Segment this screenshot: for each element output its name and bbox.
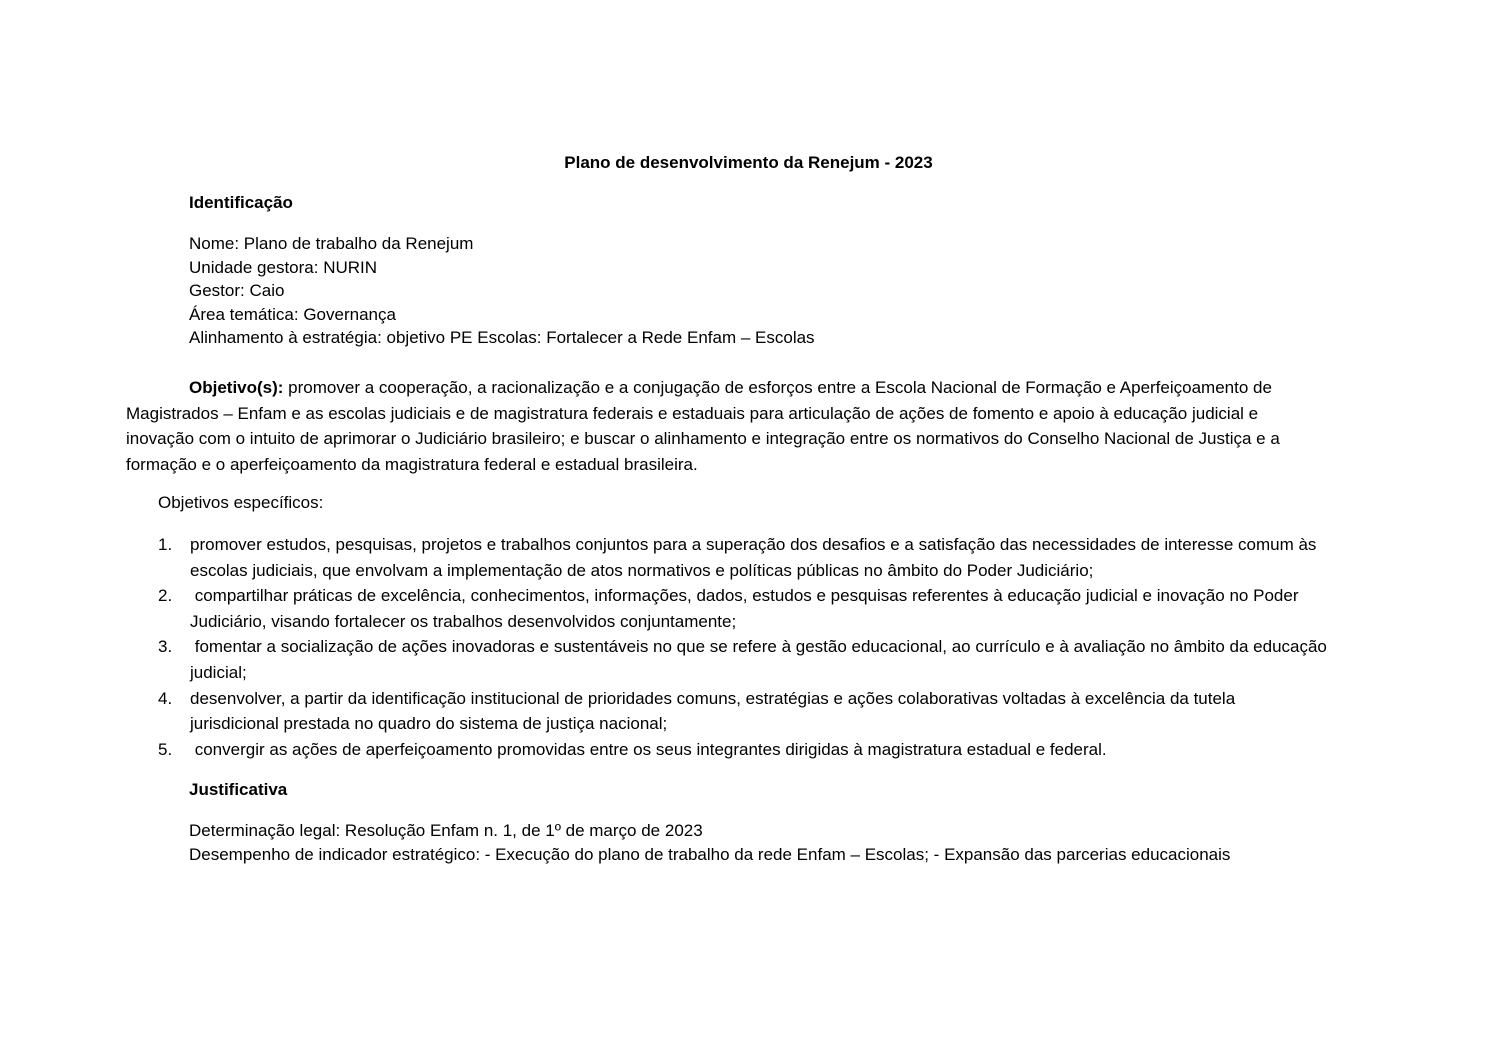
list-item (158, 686, 1388, 737)
list-item (158, 737, 1388, 763)
list-item-number: 4. (158, 688, 173, 708)
list-item-line: convergir as ações de aperfeiçoamento promovidas entre os seus integrantes dirigidas à magistratura estadual e federal. (190, 739, 1107, 759)
list-item (158, 532, 1388, 583)
list-item-number: 3. (158, 637, 173, 657)
list-item-line: promover estudos, pesquisas, projetos e trabalhos conjuntos para a superação dos desafios e a satisfação das necessidades de interesse comum às (190, 535, 1317, 554)
objetivos-line-2: Magistrados – Enfam e as escolas judiciais e de magistratura federais e estaduais para articulação de ações de fomento e apoio à educação judicial e (126, 403, 1259, 423)
document-title: Plano de desenvolvimento da Renejum - 2023 (564, 153, 933, 172)
justificativa-heading: Justificativa (189, 780, 288, 799)
list-item-line: compartilhar práticas de excelência, conhecimentos, informações, dados, estudos e pesquisas referentes à educação judicial e inovação no Poder (190, 586, 1299, 606)
list-item-line: Judiciário, visando fortalecer os trabalhos desenvolvidos conjuntamente; (190, 611, 737, 631)
identificacao-block (189, 232, 815, 350)
justificativa-line-desempenho: Desempenho de indicador estratégico: - Execução do plano de trabalho da rede Enfam – Escolas; - Expansão das parcerias educacionais (189, 844, 1231, 864)
list-item-line: judicial; (190, 662, 247, 682)
identificacao-line-unidade: Unidade gestora: NURIN (189, 257, 378, 277)
justificativa-block (189, 819, 1230, 866)
list-item-line: fomentar a socialização de ações inovadoras e sustentáveis no que se refere à gestão educacional, ao currículo e à avaliação no âmbito da educação (190, 637, 1327, 657)
list-item-line: desenvolver, a partir da identificação institucional de prioridades comuns, estratégias e ações colaborativas voltadas à excelência da tutela (190, 688, 1236, 708)
especificos-heading: Objetivos específicos: (158, 493, 324, 512)
list-item-line: escolas judiciais, que envolvam a implementação de atos normativos e políticas públicas no âmbito do Poder Judiciário; (190, 560, 1094, 580)
objetivos-line-1 (126, 375, 1376, 401)
identificacao-line-gestor: Gestor: Caio (189, 281, 285, 301)
identificacao-line-alinhamento: Alinhamento à estratégia: objetivo PE Escolas: Fortalecer a Rede Enfam – Escolas (189, 328, 815, 348)
objetivos-label: Objetivo(s): (189, 378, 284, 397)
list-item-number: 2. (158, 586, 173, 606)
objetivos-text-1: promover a cooperação, a racionalização e a conjugação de esforços entre a Escola Nacional de Formação e Aperfeiçoamento de (283, 378, 1272, 397)
list-item-number: 1. (158, 535, 173, 554)
objetivos-paragraph (126, 375, 1376, 478)
identificacao-line-nome: Nome: Plano de trabalho da Renejum (189, 234, 474, 253)
list-item-number: 5. (158, 739, 173, 759)
list-item (158, 634, 1388, 685)
identificacao-line-area: Área temática: Governança (189, 304, 396, 324)
objetivos-line-4: formação e o aperfeiçoamento da magistratura federal e estadual brasileira. (126, 455, 698, 475)
identificacao-heading: Identificação (189, 193, 293, 212)
objetivos-line-3: inovação com o intuito de aprimorar o Judiciário brasileiro; e buscar o alinhamento e integração entre os normativos do Conselho Nacional de Justiça e a (126, 429, 1280, 449)
list-item-line: jurisdicional prestada no quadro do sistema de justiça nacional; (190, 714, 668, 734)
especificos-list (158, 532, 1388, 762)
list-item (158, 583, 1388, 634)
justificativa-line-determinacao: Determinação legal: Resolução Enfam n. 1, de 1º de março de 2023 (189, 821, 703, 840)
